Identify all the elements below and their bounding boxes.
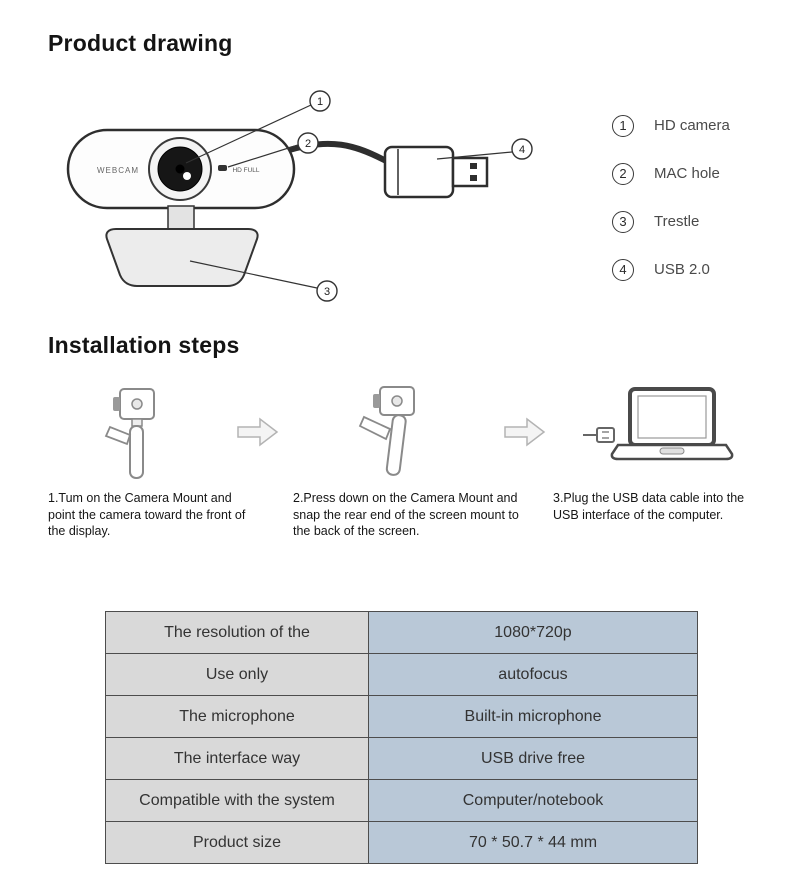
webcam-led-text: HD FULL xyxy=(232,167,260,174)
webcam-brand-text: WEBCAM xyxy=(97,166,139,175)
mac-hole xyxy=(218,165,227,171)
spec-label-cell: The microphone xyxy=(106,696,369,738)
spec-label-cell: Compatible with the system xyxy=(106,780,369,822)
spec-row-resolution xyxy=(106,612,698,654)
spec-row-focus xyxy=(106,654,698,696)
webcam-trestle-base xyxy=(106,229,257,286)
product-drawing-title: Product drawing xyxy=(48,30,233,56)
callout-1-number: 1 xyxy=(316,96,324,108)
spec-row-size xyxy=(106,822,698,864)
usb-connector xyxy=(385,147,487,197)
spec-row-interface xyxy=(106,738,698,780)
legend-item-trestle xyxy=(612,210,730,233)
legend-number: 3 xyxy=(612,211,634,233)
step2-caption: 2.Press down on the Camera Mount and snap the rear end of the screen mount to the back of the screen. xyxy=(293,491,519,539)
step3-caption: 3.Plug the USB data cable into the USB interface of the computer. xyxy=(553,491,745,522)
step3-laptop-illustration xyxy=(583,389,732,459)
legend-number: 1 xyxy=(612,115,634,137)
spec-value-cell: USB drive free xyxy=(369,738,698,780)
step1-caption: 1.Tum on the Camera Mount and point the camera toward the front of the display. xyxy=(48,491,246,539)
legend-label: Trestle xyxy=(654,213,700,230)
webcam-lens xyxy=(149,138,211,200)
spec-label-cell: Use only xyxy=(106,654,369,696)
legend-label: HD camera xyxy=(654,117,730,134)
spec-label-cell: Product size xyxy=(106,822,369,864)
legend-number: 4 xyxy=(612,259,634,281)
callout-4-number: 4 xyxy=(518,144,526,156)
legend-item-hd-camera xyxy=(612,114,730,137)
legend-label: USB 2.0 xyxy=(654,261,710,278)
legend-item-usb xyxy=(612,258,730,281)
legend-label: MAC hole xyxy=(654,165,720,182)
spec-value-cell: autofocus xyxy=(369,654,698,696)
spec-row-compatibility xyxy=(106,780,698,822)
step2-mount-illustration xyxy=(360,387,414,476)
parts-legend xyxy=(612,114,730,306)
spec-value-cell: Computer/notebook xyxy=(369,780,698,822)
arrow-right-icon xyxy=(505,419,544,445)
spec-value-cell: Built-in microphone xyxy=(369,696,698,738)
spec-value-cell: 70 * 50.7 * 44 mm xyxy=(369,822,698,864)
spec-row-microphone xyxy=(106,696,698,738)
spec-label-cell: The interface way xyxy=(106,738,369,780)
webcam-illustration xyxy=(40,75,600,325)
spec-label-cell: The resolution of the xyxy=(106,612,369,654)
spec-table xyxy=(105,611,698,864)
usb-plug-icon xyxy=(583,428,614,442)
callout-2-number: 2 xyxy=(304,138,312,150)
webcam-neck xyxy=(168,206,194,230)
installation-illustrations xyxy=(0,383,800,488)
arrow-right-icon xyxy=(238,419,277,445)
laptop-icon xyxy=(612,389,732,459)
installation-steps-title: Installation steps xyxy=(48,332,240,358)
webcam-body xyxy=(68,130,294,208)
legend-number: 2 xyxy=(612,163,634,185)
callout-3-number: 3 xyxy=(323,286,331,298)
legend-item-mac-hole xyxy=(612,162,730,185)
step1-mount-illustration xyxy=(106,389,154,478)
spec-value-cell: 1080*720p xyxy=(369,612,698,654)
